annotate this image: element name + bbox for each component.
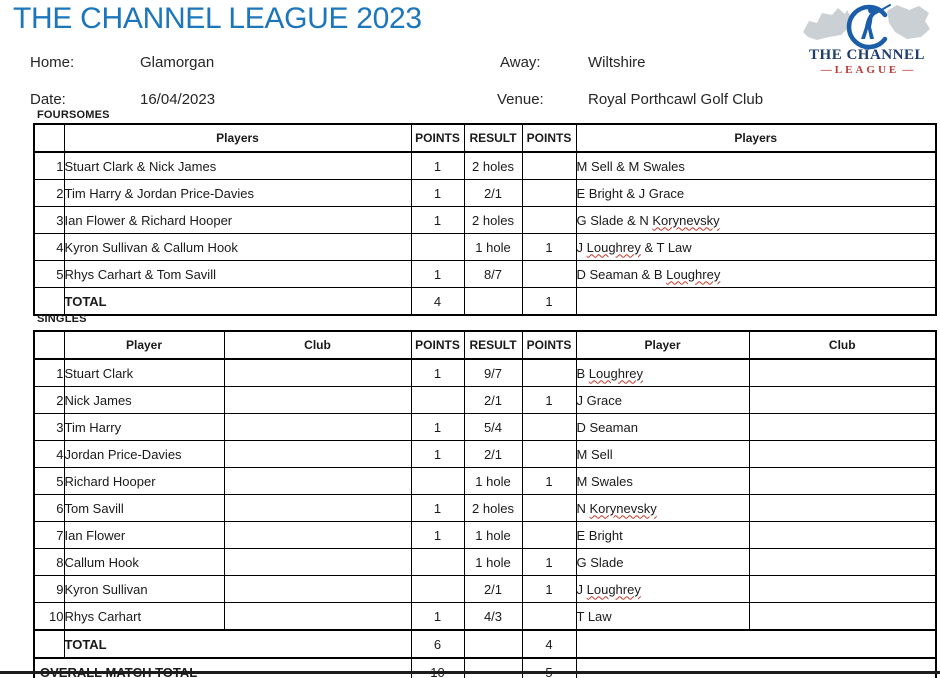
singles-row [34, 549, 936, 576]
home-club [224, 522, 411, 549]
foursomes-body [34, 152, 936, 288]
col-away-players-header: Players [576, 124, 936, 152]
home-points [411, 549, 464, 576]
home-points: 1 [411, 152, 464, 180]
singles-row [34, 603, 936, 631]
home-club [224, 414, 411, 441]
col-home-points-header: POINTS [411, 331, 464, 359]
logo-wordmark-top: THE CHANNEL [809, 47, 925, 63]
away-player: G Slade [576, 549, 749, 576]
col-away-club-header: Club [749, 331, 936, 359]
away-points: 1 [522, 468, 576, 495]
away-points: 1 [522, 549, 576, 576]
singles-total-row [34, 630, 936, 658]
home-players: Tim Harry & Jordan Price-Davies [64, 180, 411, 207]
date-label: Date: [30, 91, 66, 108]
match-number: 9 [34, 576, 64, 603]
singles-row [34, 522, 936, 549]
home-player: Kyron Sullivan [64, 576, 224, 603]
match-number: 2 [34, 180, 64, 207]
total-num-cell [34, 630, 64, 658]
away-points [522, 441, 576, 468]
home-points: 1 [411, 522, 464, 549]
away-points [522, 359, 576, 387]
total-away-points: 4 [522, 630, 576, 658]
overall-total-label [34, 658, 411, 678]
golfer-map-icon [801, 1, 933, 51]
home-player: Stuart Clark [64, 359, 224, 387]
home-players: Rhys Carhart & Tom Savill [64, 261, 411, 288]
total-away-points: 1 [522, 288, 576, 316]
result: 1 hole [464, 522, 522, 549]
away-players: M Sell & M Swales [576, 152, 936, 180]
result: 1 hole [464, 234, 522, 261]
foursomes-row [34, 152, 936, 180]
away-player: B Loughrey [576, 359, 749, 387]
match-number: 6 [34, 495, 64, 522]
result: 5/4 [464, 414, 522, 441]
result: 9/7 [464, 359, 522, 387]
singles-table [33, 330, 937, 678]
home-points: 1 [411, 495, 464, 522]
home-player: Rhys Carhart [64, 603, 224, 631]
page-title: THE CHANNEL LEAGUE 2023 [13, 2, 422, 35]
away-points [522, 603, 576, 631]
away-club [749, 603, 936, 631]
match-number: 3 [34, 414, 64, 441]
logo-league-text: LEAGUE [834, 64, 900, 76]
total-away-players-cell [576, 288, 936, 316]
away-player: J Grace [576, 387, 749, 414]
match-number: 3 [34, 207, 64, 234]
foursomes-total-row [34, 288, 936, 316]
away-points [522, 180, 576, 207]
channel-league-logo [797, 1, 937, 76]
total-home-points: 6 [411, 630, 464, 658]
home-club [224, 387, 411, 414]
foursomes-row [34, 180, 936, 207]
home-player: Nick James [64, 387, 224, 414]
home-club [224, 468, 411, 495]
away-player: M Swales [576, 468, 749, 495]
total-num-cell [34, 288, 64, 316]
foursomes-section-label: FOURSOMES [37, 109, 110, 121]
venue-value: Royal Porthcawl Golf Club [588, 91, 764, 108]
away-value: Wiltshire [588, 54, 646, 71]
singles-row [34, 441, 936, 468]
away-player: E Bright [576, 522, 749, 549]
col-result-header: RESULT [464, 331, 522, 359]
singles-body [34, 359, 936, 630]
home-player: Tim Harry [64, 414, 224, 441]
home-player: Ian Flower [64, 522, 224, 549]
overall-home-points [411, 658, 464, 678]
match-number: 10 [34, 603, 64, 631]
home-points [411, 576, 464, 603]
foursomes-table [33, 123, 937, 316]
overall-total-row [34, 658, 936, 678]
match-number: 8 [34, 549, 64, 576]
home-players: Kyron Sullivan & Callum Hook [64, 234, 411, 261]
singles-section-label: SINGLES [37, 313, 87, 325]
total-label: TOTAL [64, 630, 411, 658]
home-club [224, 359, 411, 387]
home-club [224, 549, 411, 576]
home-points [411, 468, 464, 495]
col-away-player-header: Player [576, 331, 749, 359]
total-label: TOTAL [64, 288, 411, 316]
away-points [522, 495, 576, 522]
away-player: N Korynevsky [576, 495, 749, 522]
home-players: Ian Flower & Richard Hooper [64, 207, 411, 234]
total-home-points: 4 [411, 288, 464, 316]
result: 2/1 [464, 441, 522, 468]
away-label: Away: [500, 54, 541, 71]
foursomes-row [34, 261, 936, 288]
result: 8/7 [464, 261, 522, 288]
away-club [749, 522, 936, 549]
singles-row [34, 387, 936, 414]
home-points: 1 [411, 441, 464, 468]
result: 2 holes [464, 152, 522, 180]
away-points [522, 261, 576, 288]
away-points: 1 [522, 387, 576, 414]
home-club [224, 495, 411, 522]
away-players: J Loughrey & T Law [576, 234, 936, 261]
result: 1 hole [464, 468, 522, 495]
home-points: 1 [411, 359, 464, 387]
singles-header-row [34, 331, 936, 359]
away-points: 1 [522, 234, 576, 261]
home-club [224, 441, 411, 468]
away-player: J Loughrey [576, 576, 749, 603]
singles-row [34, 468, 936, 495]
col-home-players-header: Players [64, 124, 411, 152]
result: 2 holes [464, 495, 522, 522]
result: 4/3 [464, 603, 522, 631]
away-players: E Bright & J Grace [576, 180, 936, 207]
away-club [749, 576, 936, 603]
total-away-cell [576, 630, 936, 658]
match-number: 5 [34, 261, 64, 288]
result: 2 holes [464, 207, 522, 234]
foursomes-row [34, 207, 936, 234]
away-points: 1 [522, 576, 576, 603]
home-players: Stuart Clark & Nick James [64, 152, 411, 180]
away-players: D Seaman & B Loughrey [576, 261, 936, 288]
col-result-header: RESULT [464, 124, 522, 152]
col-num-header [34, 331, 64, 359]
match-number: 1 [34, 152, 64, 180]
dash-right: — [902, 64, 914, 76]
overall-result [464, 658, 522, 678]
singles-row [34, 495, 936, 522]
match-number: 7 [34, 522, 64, 549]
home-player: Tom Savill [64, 495, 224, 522]
away-club [749, 468, 936, 495]
foursomes-row [34, 234, 936, 261]
match-number: 4 [34, 234, 64, 261]
away-club [749, 495, 936, 522]
overall-away-cell [576, 658, 936, 678]
result: 2/1 [464, 387, 522, 414]
foursomes-header-row [34, 124, 936, 152]
venue-label: Venue: [497, 91, 544, 108]
home-player: Richard Hooper [64, 468, 224, 495]
away-club [749, 549, 936, 576]
logo-wordmark-bottom [797, 65, 937, 76]
col-home-player-header: Player [64, 331, 224, 359]
home-points: 1 [411, 414, 464, 441]
result: 1 hole [464, 549, 522, 576]
away-player: M Sell [576, 441, 749, 468]
home-player: Callum Hook [64, 549, 224, 576]
home-label: Home: [30, 54, 75, 71]
home-club [224, 576, 411, 603]
away-club [749, 441, 936, 468]
away-player: D Seaman [576, 414, 749, 441]
match-number: 2 [34, 387, 64, 414]
home-points: 1 [411, 603, 464, 631]
date-value: 16/04/2023 [140, 91, 216, 108]
home-points: 1 [411, 261, 464, 288]
away-points [522, 522, 576, 549]
away-player: T Law [576, 603, 749, 631]
away-points [522, 207, 576, 234]
match-number: 4 [34, 441, 64, 468]
match-number: 5 [34, 468, 64, 495]
col-home-points-header: POINTS [411, 124, 464, 152]
home-points: 1 [411, 207, 464, 234]
away-club [749, 359, 936, 387]
away-points [522, 152, 576, 180]
home-value: Glamorgan [140, 54, 215, 71]
away-club [749, 387, 936, 414]
singles-row [34, 414, 936, 441]
home-points [411, 387, 464, 414]
col-away-points-header: POINTS [522, 124, 576, 152]
result: 2/1 [464, 180, 522, 207]
col-home-club-header: Club [224, 331, 411, 359]
total-result [464, 288, 522, 316]
total-result [464, 630, 522, 658]
dash-left: — [820, 64, 832, 76]
page-bottom-rule [0, 671, 940, 674]
overall-away-points [522, 658, 576, 678]
result: 2/1 [464, 576, 522, 603]
away-players: G Slade & N Korynevsky [576, 207, 936, 234]
home-points [411, 234, 464, 261]
map-shape-right [887, 5, 930, 39]
away-club [749, 414, 936, 441]
home-points: 1 [411, 180, 464, 207]
col-away-points-header: POINTS [522, 331, 576, 359]
match-number: 1 [34, 359, 64, 387]
home-player: Jordan Price-Davies [64, 441, 224, 468]
singles-row [34, 359, 936, 387]
col-num-header [34, 124, 64, 152]
away-points [522, 414, 576, 441]
singles-row [34, 576, 936, 603]
home-club [224, 603, 411, 631]
map-shape-left [803, 8, 851, 40]
